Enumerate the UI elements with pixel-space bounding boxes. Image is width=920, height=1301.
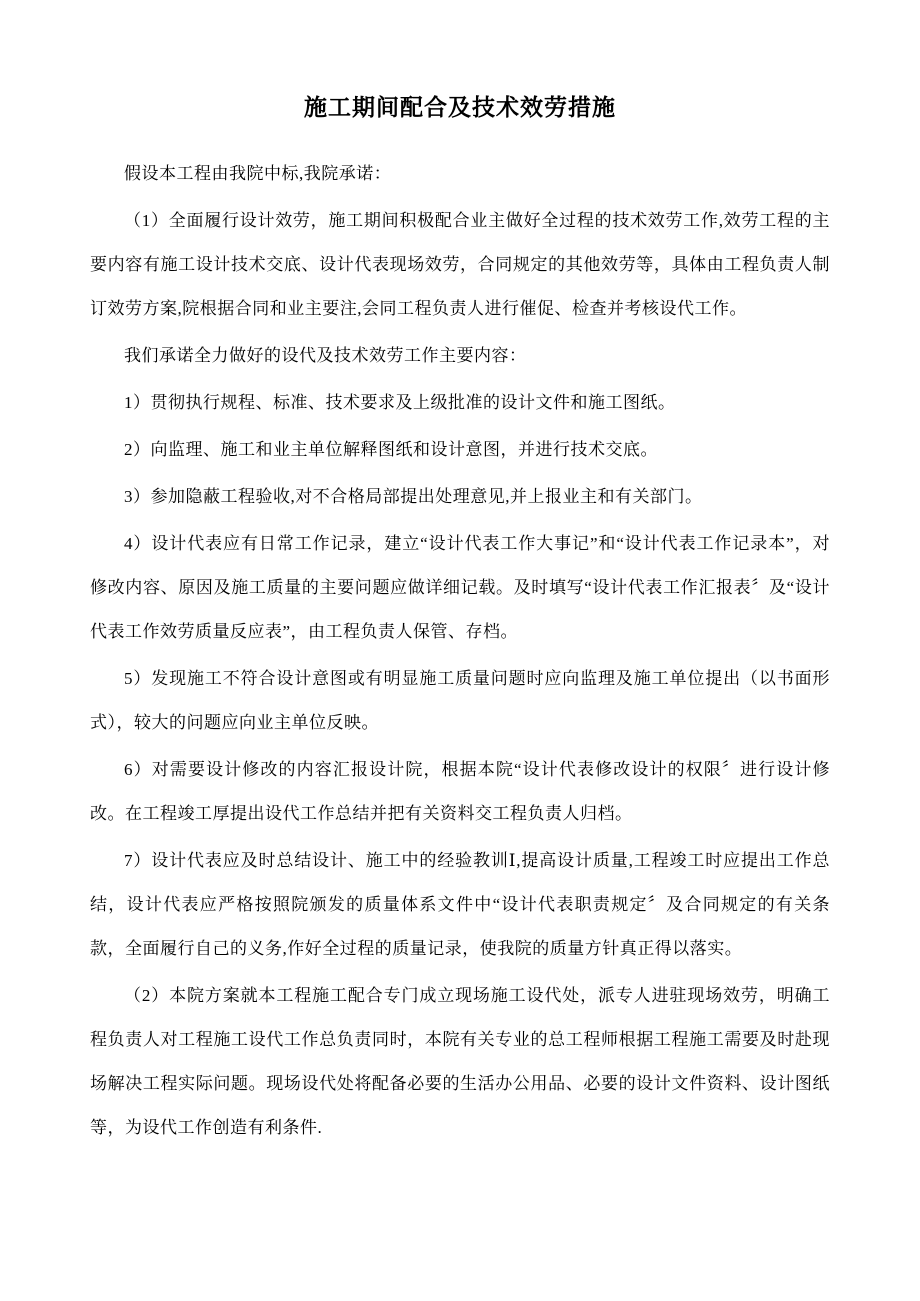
paragraph-list-5: 5）发现施工不符合设计意图或有明显施工质量问题时应向监理及施工单位提出（以书面形式），较大的问题应向业主单位反映。 (90, 669, 830, 732)
paragraph-list-4: 4）设计代表应有日常工作记录，建立“设计代表工作大事记”和“设计代表工作记录本”，对修改内容、原因及施工质量的主要问题应做详细记载。及时填写“设计代表工作汇报表〞及“设计代表工作效劳质量反应表”，由工程负责人保管、存档。 (90, 534, 830, 641)
paragraph-list-7: 7）设计代表应及时总结设计、施工中的经验教训Ⅰ,提高设计质量,工程竣工时应提出工作总结，设计代表应严格按照院颁发的质量体系文件中“设计代表职责规定〞及合同规定的有关条款，全面履行自己的义务,作好全过程的质量记录，使我院的质量方针真正得以落实。 (90, 851, 830, 958)
paragraph-list-1: 1）贯彻执行规程、标准、技术要求及上级批准的设计文件和施工图纸。 (124, 393, 676, 412)
paragraph-list-6: 6）对需要设计修改的内容汇报设计院，根据本院“设计代表修改设计的权限〞进行设计修改。在工程竣工厚提出设代工作总结并把有关资料交工程负责人归档。 (90, 760, 830, 823)
paragraph-item-2: （2）本院方案就本工程施工配合专门成立现场施工设代处，派专人进驻现场效劳，明确工程负责人对工程施工设代工作总负责同时，本院有关专业的总工程师根据工程施工需要及时赴现场解决工程实际问题。现场设代处将配备必要的生活办公用品、必要的设计文件资料、设计图纸等，为设代工作创造有利条件. (90, 986, 830, 1137)
paragraph-list-3: 3）参加隐蔽工程验收,对不合格局部提出处理意见,并上报业主和有关部门。 (124, 487, 703, 506)
paragraph-commitment: 我们承诺全力做好的设代及技术效劳工作主要内容： (124, 346, 527, 365)
paragraph-intro: 假设本工程由我院中标,我院承诺： (124, 164, 392, 183)
paragraph-item-1: （1）全面履行设计效劳，施工期间积极配合业主做好全过程的技术效劳工作,效劳工程的主要内容有施工设计技术交底、设计代表现场效劳，合同规定的其他效劳等，具体由工程负责人制订效劳方案,院根据合同和业主要注,会同工程负责人进行催促、检查并考核设代工作。 (90, 211, 830, 318)
document-title: 施工期间配合及技术效劳措施 (304, 95, 616, 120)
paragraph-list-2: 2）向监理、施工和业主单位解释图纸和设计意图，并进行技术交底。 (124, 440, 658, 459)
